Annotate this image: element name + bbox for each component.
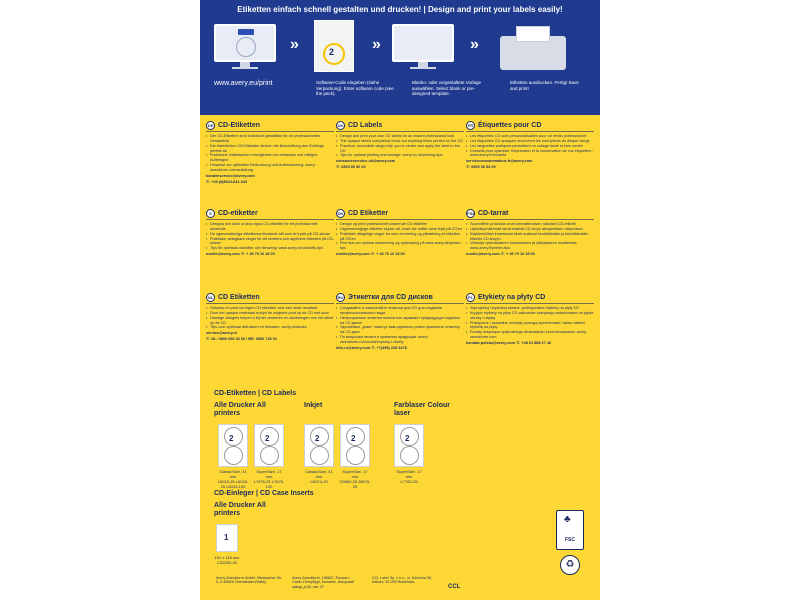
phone-icon: ✆:: [336, 165, 342, 170]
bullet: • Find tips om optimal udskrivning og opbevaring på www.avery.dk/printer-tips: [336, 241, 464, 251]
hero-banner: [200, 0, 600, 115]
bullet: • De ogenomskinliga etiketterna blockerar allt som är tryckt på CD-skivan: [206, 232, 334, 237]
step-print: [500, 36, 566, 81]
product-codes: [253, 469, 285, 489]
language-badge: S: [206, 209, 215, 218]
language-badge: UK: [337, 122, 344, 128]
bullet: • Ontwerp en print uw eigen CD etiketten voor een strak resultaat: [206, 306, 334, 311]
card-size: ClassicSize, 41 mm: [305, 469, 333, 479]
contact-phone: 0800 80 50 20: [341, 165, 366, 170]
card-codes: C9660-25 J8676-25: [339, 479, 371, 489]
lang-block-nl: [206, 292, 334, 342]
bullet: • Kryjące etykiety na płyty CD całkowicie zakrywają nadrukowane na płycie obrazy i napisy: [466, 311, 594, 321]
phone-icon: ✆:: [466, 165, 472, 170]
bullet: • Tips för optimala utskrifter och förvaring: www.avery.se/utskrifts-tips: [206, 246, 334, 251]
contact-phone: NL: 0800 099 33 90 / BE: 0800 725 01: [211, 337, 277, 342]
bullet: • По вопросам печати и хранения продукции: avery-zweckform.ru/novosti/voprosy-i-otvety: [336, 335, 464, 345]
language-badge: FR: [467, 122, 474, 128]
product-codes: [393, 469, 425, 484]
phone-icon: ✆:: [369, 252, 377, 257]
contact-email[interactable]: kundenservice@avery.com: [206, 173, 255, 178]
bullet: • Design og print professionelt udseende CD etiketter: [336, 222, 464, 227]
logo-icon: [238, 29, 254, 35]
inserts-title: CD-Einleger | CD Case Inserts: [214, 490, 314, 497]
monitor-base: [232, 67, 258, 69]
lang-block-se: [206, 208, 334, 257]
footer-address-de: Avery Zweckform GmbH, Miesbacher Str. 5, D-83626 Oberlaindern/Valley: [216, 576, 283, 585]
bullet: • Design and print your own CD labels for an instant professional look: [336, 134, 464, 139]
language-badge: DK: [337, 210, 344, 216]
lang-title: CD Labels: [348, 121, 383, 129]
bullet: • Удаляемые „ушки“ помогут вам идеально ровно приклеить этикетку на CD диск: [336, 325, 464, 335]
lang-block-fi: [466, 208, 594, 257]
bullet: • Praktiska, avtagbara vingar för att centrera och applicera etiketten på CD-skivan: [206, 237, 334, 247]
bullet: • Practical, removable wings help you to centre and apply the label to the CD: [336, 144, 464, 154]
case-insert-card: [216, 524, 238, 552]
column-inkjet: Inkjet: [304, 402, 323, 409]
fsc-logo: ♣ FSC: [556, 510, 584, 550]
contact-phone: + 45 70 10 18 00: [246, 252, 275, 257]
lang-block-dk: [336, 208, 464, 257]
language-badge: DE: [207, 122, 214, 128]
bullet: • The opaque labels completely block out anything that's printed on the CD: [336, 139, 464, 144]
bullet: • Conseils pour optimiser l'impression et la conservation de vos étiquettes : www.avery.fr/conseils: [466, 149, 594, 159]
lang-block-ru: [336, 292, 464, 351]
product-codes: [217, 469, 249, 489]
cd-label-sheet-card: [254, 424, 284, 467]
bullet: • Les languettes pratiques permettent un collage facile et bien centré: [466, 144, 594, 149]
lang-title: CD Etiketten: [218, 293, 260, 301]
contact-phone: + 45 70 10 18 00: [506, 252, 535, 257]
column-colour-laser: Farblaser Colour laser: [394, 402, 451, 417]
contact-email[interactable]: nordic@avery.com: [466, 252, 500, 257]
bullet: • Zaprojektuj i wydrukuj własne, profesjonalne etykiety na płyty CD: [466, 306, 594, 311]
lang-title: CD Etiketter: [348, 209, 389, 217]
footer-address-ru: Avery Zweckform, 196607, Россия г. Санкт-Петербург, Колпино, Ижорский завод, д.38, лит. 37: [292, 576, 355, 589]
bullet: • Les étiquettes CD sont personnalisables pour un rendu professionnel: [466, 134, 594, 139]
product-codes: [303, 469, 335, 484]
contact-email[interactable]: nordic@avery.com: [206, 252, 240, 257]
card-size: SuperSize, 17 mm: [342, 469, 368, 479]
cd-label-sheet-card: [394, 424, 424, 467]
contact-phone: 0800 36 54 09: [471, 165, 496, 170]
bullet: • Tips voor optimaal afdrukken en bewaren: avery.nl/advies: [206, 325, 334, 330]
lang-block-de: [206, 120, 334, 185]
product-codes: [339, 469, 371, 489]
contact-email[interactable]: kontakt-polska@avery.com: [466, 341, 516, 346]
insert-size: 151 x 118 mm: [214, 555, 240, 560]
footer-address-pl: CCL Label Sp. z o.o., ul. Kórnicka 38, Kaliszc, 62-090 Rokietnica: [372, 576, 432, 585]
card-codes: C6074-20: [310, 479, 328, 484]
bullet: • Непрозрачные этикетки полностью скрывают предыдущую надпись на CD диске: [336, 316, 464, 326]
bullet: • Praktische Haltelaschen ermöglichen ein einfaches und mittiges Aufbringen: [206, 153, 334, 163]
chevron-right-icon: »: [372, 36, 381, 53]
lang-title: Этикетки для CD дисков: [348, 293, 433, 301]
bullet: • Uigennemsigtige etiketter skjuler alt, hvad der måtte være trykt på CD'en: [336, 227, 464, 232]
bullet: • Käytännölliset irrotettavat siivet auttavat keskittämään ja kiinnittämään etiketin CD-levyyn: [466, 232, 594, 242]
phone-icon: ✆:: [239, 252, 247, 257]
phone-icon: ✆:: [370, 345, 377, 350]
card-codes: L7676-25 L7676-100: [253, 479, 285, 489]
bullet: • Der CD-Etiketten sind individuell gestaltbar für ein professionelles Gesamtbild: [206, 134, 334, 144]
lang-block-pl: [466, 292, 594, 346]
packaging-back-page: [200, 0, 600, 600]
language-badge: RU: [337, 294, 344, 300]
bullet: • Hinweise zur optimalen Bedruckung und Aufbewahrung: avery-zweckform.com/anleitung: [206, 163, 334, 173]
card-size: SuperSize, 17 mm: [256, 469, 282, 479]
card-digit: 2: [229, 434, 234, 443]
globe-icon: [236, 37, 256, 57]
lang-title: Étiquettes pour CD: [478, 121, 542, 129]
caption-template: Blanko- oder vorgestaltete Vorlage auswählen. Select blank or pre-designed template.: [412, 80, 482, 97]
contact-phone: + 45 70 10 18 00: [376, 252, 405, 257]
ccl-logo: CCL: [448, 584, 461, 590]
products-title: CD-Etiketten | CD Labels: [214, 390, 297, 397]
contact-phone: +7(495) 228 3478: [376, 345, 407, 350]
website-url[interactable]: www.avery.eu/print: [214, 80, 273, 87]
language-badge: FIN: [467, 210, 474, 216]
contact-email[interactable]: consumerservice-uk@avery.com: [336, 159, 396, 164]
phone-icon: ✆:: [499, 252, 507, 257]
monitor-base: [410, 67, 436, 69]
phone-icon: ✆:: [206, 337, 212, 342]
paper-icon: [516, 26, 550, 42]
chevron-right-icon: »: [470, 36, 479, 53]
contact-phone: +48 61 888 27 46: [521, 341, 552, 346]
monitor-icon: [392, 24, 454, 62]
step-website: [214, 24, 276, 69]
insert-code: C32250-25: [217, 560, 237, 565]
contact-email[interactable]: serviceconsommateur-fr@avery.com: [466, 159, 533, 164]
card-digit: 2: [351, 434, 356, 443]
step-template: [392, 24, 454, 69]
bullet: • Les étiquettes CD opaques recouvrent les inscriptions du disque vierge: [466, 139, 594, 144]
card-codes: L7760-25: [400, 479, 418, 484]
bullet: • Designa och skriv ut dina egna CD-etiketter för ett professionellt utseende: [206, 222, 334, 232]
language-badge: NL: [207, 294, 214, 300]
bullet: • Vinkkejä optimaaliseen tulostukseen ja säilytykseen osoitteesta: www.avery.fi/printer-tips: [466, 241, 594, 251]
phone-icon: ✆:: [206, 179, 212, 184]
step-software-code: [314, 20, 354, 65]
bullet: • Создавайте и напечатайте этикетки для CD для создания профессионального вида: [336, 306, 464, 316]
printer-icon: [500, 36, 566, 70]
bullet: • Läpinäkymättömät tarrat estävät CD-levyn alkuperäisen näkymisen: [466, 227, 594, 232]
hero-title: Etiketten einfach schnell gestalten und drucken! | Design and print your labels easily!: [237, 5, 563, 14]
monitor-icon: [214, 24, 276, 62]
bullet: • Door het opaque materiaal schijnt de originele print op de CD niet door: [206, 311, 334, 316]
pack-digit: 2: [329, 47, 335, 57]
recycle-icon: ♻: [560, 555, 580, 575]
column-all-printers: Alle Drucker All printers: [214, 402, 266, 417]
card-digit: 1: [224, 533, 229, 542]
cd-label-sheet-card: [304, 424, 334, 467]
column-all-printers: Alle Drucker All printers: [214, 502, 266, 517]
product-codes: [211, 555, 243, 565]
bullet: • Handige vleugels helpen u bij het centreren en aanbrengen van het etiket op de CD: [206, 316, 334, 326]
lang-title: CD-Etiketten: [218, 121, 261, 129]
contact-phone: +49 (0)8024-641-343: [211, 179, 248, 184]
card-size: ClassicSize, 41 mm: [219, 469, 247, 479]
card-digit: 2: [405, 434, 410, 443]
chevron-right-icon: »: [290, 36, 299, 53]
card-size: SuperSize, 17 mm: [396, 469, 422, 479]
contact-email[interactable]: nordic@avery.com: [336, 252, 370, 257]
lang-title: CD-etiketter: [218, 209, 258, 217]
caption-print: Etiketten ausdrucken. Fertig! Save and print!: [510, 80, 579, 91]
bullet: • Suunnittele ja tulosta omat ammattimaisen näköiset CD-etiketit: [466, 222, 594, 227]
tree-icon: ♣: [564, 514, 571, 525]
phone-icon: ✆:: [515, 341, 522, 346]
bullet: • Tips for optimal printing and storage: avery.co.uk/printing-tips: [336, 153, 464, 158]
card-digit: 2: [265, 434, 270, 443]
cd-label-sheet-card: [218, 424, 248, 467]
caption-software-code: Software-Code eingeben (siehe Verpackung). Enter software code (see the pack).: [316, 80, 394, 97]
card-codes: L6015-25 L6043-25 L6043-100: [217, 479, 249, 489]
bullet: • Porady dotyczące optymalnego drukowania i przechowywania: avery-zweckform.com: [466, 330, 594, 340]
card-digit: 2: [315, 434, 320, 443]
bullet: • Praktyczne i usuwalne uchwyty pomogą wycentrować i łatwo nakleić etykietę na płytę: [466, 321, 594, 331]
language-badge: PL: [467, 294, 474, 300]
contact-email[interactable]: info-ru@avery.com: [336, 345, 371, 350]
label-pack-icon: [314, 20, 354, 72]
bullet: • Praktiske aftagelige vinger for nem centrering og påsætning af etiketten på CD'en: [336, 232, 464, 242]
lang-title: CD-tarrat: [478, 209, 509, 217]
lang-block-fr: [466, 120, 594, 170]
bullet: • Die blickdichten CD-Etiketten decken die Beschriftung des Rohlings perfekt ab: [206, 144, 334, 154]
lang-block-uk: [336, 120, 464, 170]
cd-label-sheet-card: [340, 424, 370, 467]
contact-email[interactable]: service@avery.nl: [206, 331, 237, 336]
lang-title: Etykiety na płyty CD: [478, 293, 546, 301]
